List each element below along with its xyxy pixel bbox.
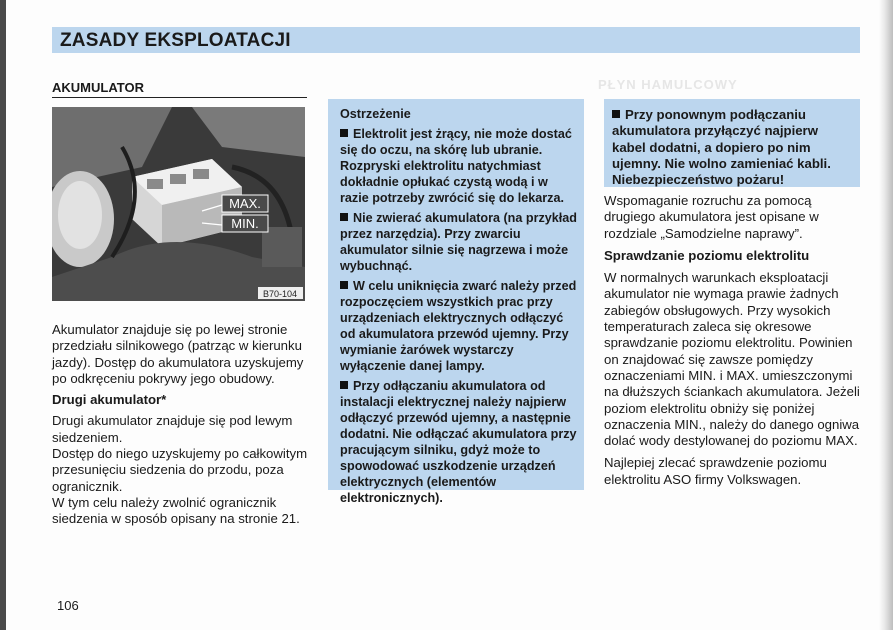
battery-location-text: Akumulator znajduje się po lewej stronie przedziału silnikowego (patrząc w kierunku jazdy). Dostęp do akumulatora uzyskujemy po odkręceniu pokrywy jego obudowy.: [52, 322, 304, 386]
second-battery-heading: Drugi akumulator*: [52, 392, 167, 408]
figure-code: B70-104: [262, 289, 298, 299]
bullet-square-icon: [340, 213, 348, 221]
header-bar: [52, 27, 860, 53]
second-battery-release-text: W tym celu należy zwolnić ogranicznik siedzenia w sposób opisany na stronie 21.: [52, 494, 300, 527]
intro-column: [52, 322, 308, 528]
bullet-square-icon: [340, 281, 348, 289]
reconnect-note-box: [604, 99, 860, 187]
bullet-square-icon: [612, 110, 620, 118]
warning-item: W celu uniknięcia zwarć należy przed rozpoczęciem wszystkich prac przy urządzeniach elektrycznych odłączyć od akumulatora przewód ujemny. Przy wymianie żarówek wystarczy wyłączenie danej lampy.: [340, 279, 577, 373]
page-right-edge: [879, 0, 893, 630]
electrolyte-check-heading: Sprawdzanie poziomu elektrolitu: [604, 247, 810, 263]
second-battery-text: Drugi akumulator znajduje się pod lewym siedzeniem.: [52, 413, 293, 445]
section-divider: [52, 97, 307, 98]
battery-photo: [52, 107, 305, 301]
warning-box: [328, 99, 584, 505]
warning-title: Ostrzeżenie: [340, 107, 411, 121]
second-battery-access-text: Dostęp do niego uzyskujemy po całkowitym przesunięciu siedzenia do przodu, poza ogranicznik.: [52, 446, 308, 494]
service-recommendation-text: Najlepiej zlecać sprawdzenie poziomu elektrolitu ASO firmy Volkswagen.: [604, 455, 827, 487]
page-number: 106: [57, 598, 79, 613]
jump-start-text: Wspomaganie rozruchu za pomocą drugiego akumulatora jest opisane w rozdziale „Samodzielne naprawy”.: [604, 193, 819, 241]
reconnect-note: Przy ponownym podłączaniu akumulatora przyłączyć najpierw kabel dodatni, a dopiero po nim ujemny. Nie wolno zamieniać kabli. Niebezpieczeństwo pożaru!: [612, 107, 831, 188]
electrolyte-check-text: W normalnych warunkach eksploatacji akumulator nie wymaga prawie żadnych zabiegów obsługowych. Przy wysokich temperaturach zaleca się okresowe sprawdzanie poziomu elektrolitu. Powinien on znajdować się zawsze pomiędzy oznaczeniami MIN. i MAX. umieszczonymi na dłuższych ściankach akumulatora. Jeżeli poziom elektrolitu obniży się poniżej oznaczenia MIN., należy do danego ogniwa dolać wody destylowanej do poziomu MAX.: [604, 270, 860, 449]
bleed-through-text: PŁYN HAMULCOWY: [598, 77, 738, 92]
bullet-square-icon: [340, 381, 348, 389]
warning-item: Nie zwierać akumulatora (na przykład przez narzędzia). Przy zwarciu akumulator silnie się nagrzewa i może wybuchnąć.: [340, 211, 577, 273]
max-label: MAX.: [229, 196, 261, 211]
min-label: MIN.: [231, 216, 259, 231]
warning-item: Przy odłączaniu akumulatora od instalacji elektrycznej należy najpierw odłączyć przewód ujemny, a następnie dodatni. Nie odłączać akumulatora przy pracującym silniku, gdyż może to spowodować uszkodzenie urządzeń elektrycznych (elementów elektronicznych).: [340, 379, 577, 505]
section-title: AKUMULATOR: [52, 80, 144, 95]
engine-bay-illustration: [52, 107, 305, 301]
warning-item: Elektrolit jest żrący, nie może dostać się do oczu, na skórę lub ubranie. Rozpryski elektrolitu natychmiast dokładnie opłukać czystą wodą i w razie potrzeby zwrócić się do lekarza.: [340, 127, 572, 205]
page-left-edge: [0, 0, 6, 630]
bullet-square-icon: [340, 129, 348, 137]
electrolyte-column: [604, 193, 860, 494]
page-title: ZASADY EKSPLOATACJI: [60, 30, 291, 51]
